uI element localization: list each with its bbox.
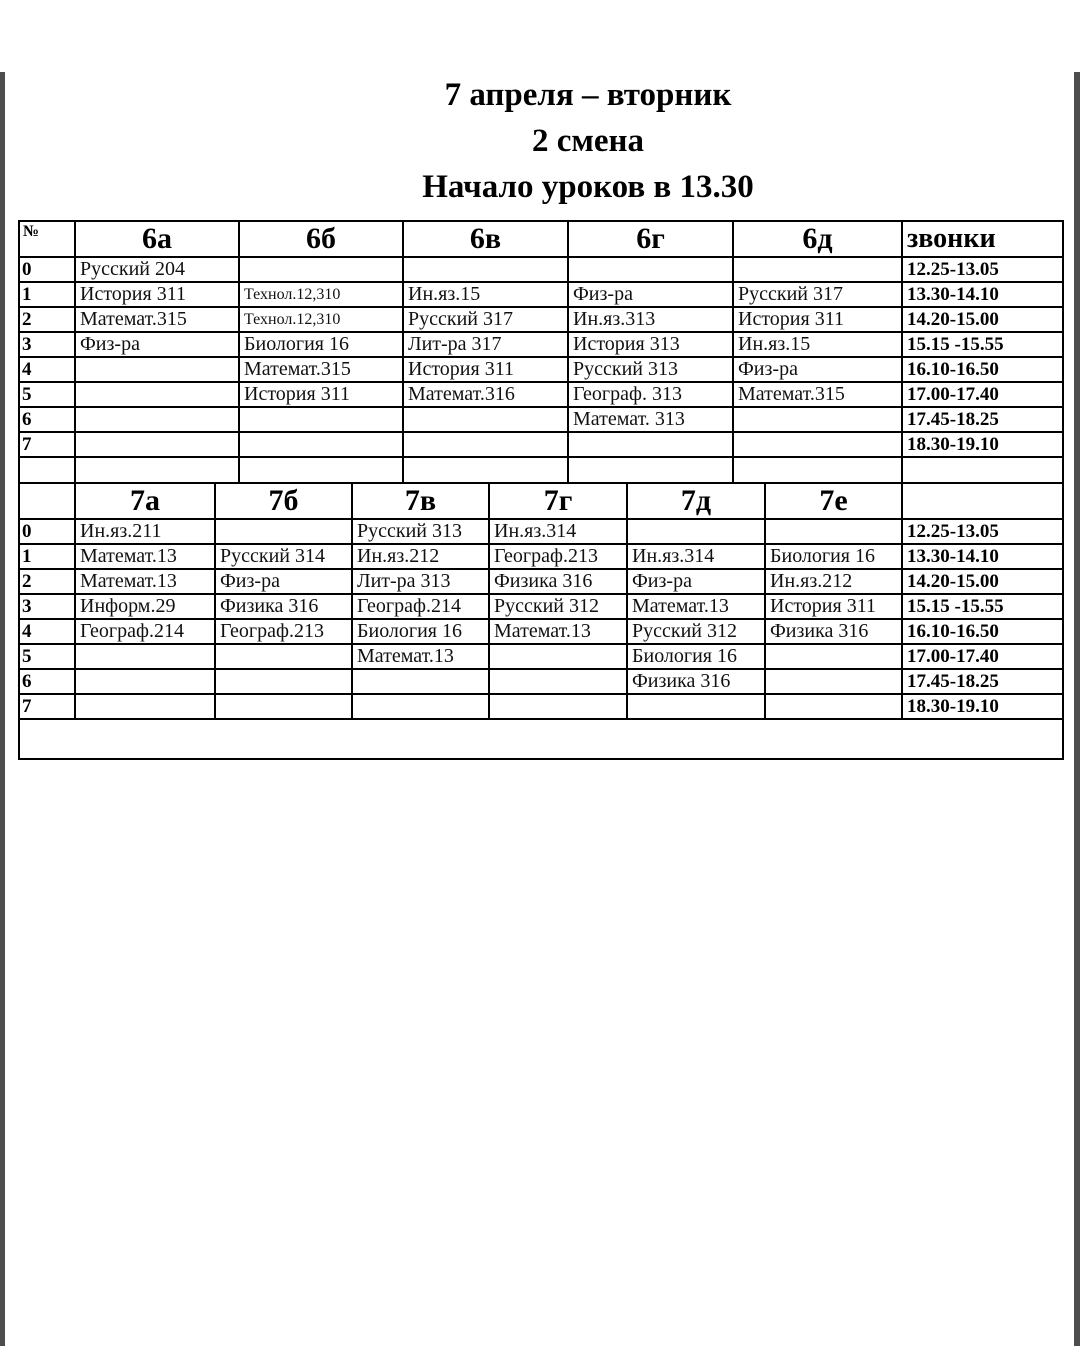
lesson-cell: Технол.12,310 [239,307,403,332]
lesson-cell [627,694,765,719]
row-number: 2 [19,307,75,332]
row-number: 7 [19,694,75,719]
lesson-cell: Математ.315 [733,382,902,407]
lesson-cell: Географ.213 [489,544,627,569]
timetable-grade-7 [18,482,1064,760]
lesson-cell [765,519,902,544]
lesson-cell: Русский 312 [627,619,765,644]
title-block [0,72,1080,210]
lesson-cell: История 311 [765,594,902,619]
lesson-cell [352,694,489,719]
bells-header [902,483,1063,519]
lesson-cell [403,407,568,432]
lesson-cell: Русский 314 [215,544,352,569]
lesson-cell: Русский 312 [489,594,627,619]
empty-cell [239,457,403,483]
lesson-cell [75,357,239,382]
lesson-cell [733,432,902,457]
lesson-cell: Математ.13 [489,619,627,644]
trailing-empty-row [19,719,1063,759]
lesson-cell: История 313 [568,332,733,357]
lesson-cell: Физика 316 [489,569,627,594]
lesson-cell: Географ. 313 [568,382,733,407]
lesson-row [19,694,1063,719]
lesson-cell: Биология 16 [352,619,489,644]
empty-cell [403,457,568,483]
lesson-row [19,669,1063,694]
lesson-cell: Математ. 313 [568,407,733,432]
row-number: 6 [19,669,75,694]
title-shift: 2 смена [531,123,645,159]
lesson-cell: Русский 317 [733,282,902,307]
lesson-row [19,544,1063,569]
lesson-cell: Биология 16 [765,544,902,569]
lesson-cell: Русский 317 [403,307,568,332]
header-row [19,221,1063,257]
bell-time: 18.30-19.10 [902,694,1063,719]
lesson-cell: История 311 [75,282,239,307]
lesson-row [19,594,1063,619]
lesson-cell: Лит-ра 317 [403,332,568,357]
class-header: 6а [75,221,239,257]
lesson-cell [568,257,733,282]
page-edge-right [1074,72,1080,1346]
row-number: 4 [19,357,75,382]
row-number: 0 [19,257,75,282]
empty-cell [75,457,239,483]
lesson-row [19,519,1063,544]
lesson-cell [75,644,215,669]
lesson-cell: Ин.яз.15 [403,282,568,307]
class-header: 7а [75,483,215,519]
row-number: 7 [19,432,75,457]
row-number: 5 [19,382,75,407]
bell-time: 15.15 -15.55 [902,594,1063,619]
lesson-cell: Ин.яз.314 [627,544,765,569]
lesson-row [19,307,1063,332]
bell-time: 18.30-19.10 [902,432,1063,457]
lesson-cell [765,669,902,694]
lesson-cell: Физ-ра [568,282,733,307]
class-header: 7д [627,483,765,519]
lesson-cell [239,407,403,432]
row-number: 0 [19,519,75,544]
lesson-cell [568,432,733,457]
lesson-cell: Ин.яз.15 [733,332,902,357]
lesson-cell [489,694,627,719]
number-column-header [19,483,75,519]
class-header: 7б [215,483,352,519]
lesson-cell: Ин.яз.314 [489,519,627,544]
row-number: 6 [19,407,75,432]
row-number: 3 [19,594,75,619]
lesson-cell [403,257,568,282]
lesson-cell: Физ-ра [215,569,352,594]
lesson-cell: Математ.13 [627,594,765,619]
lesson-cell [352,669,489,694]
lesson-cell [75,432,239,457]
lesson-row [19,432,1063,457]
lesson-cell: Математ.13 [352,644,489,669]
lesson-cell [75,694,215,719]
title-date: 7 апреля – вторник [444,77,732,113]
lesson-cell: Математ.315 [239,357,403,382]
lesson-row [19,619,1063,644]
class-header: 7е [765,483,902,519]
lesson-cell [215,644,352,669]
bell-time: 13.30-14.10 [902,544,1063,569]
header-row [19,483,1063,519]
lesson-cell: Математ.316 [403,382,568,407]
bells-header: звонки [902,221,1063,257]
bell-time: 17.00-17.40 [902,382,1063,407]
lesson-cell: Ин.яз.212 [352,544,489,569]
lesson-cell [75,407,239,432]
lesson-cell: Математ.13 [75,569,215,594]
bell-time: 12.25-13.05 [902,257,1063,282]
lesson-row [19,382,1063,407]
lesson-cell: Информ.29 [75,594,215,619]
class-header: 6д [733,221,902,257]
empty-cell [19,719,1063,759]
lesson-cell: Ин.яз.212 [765,569,902,594]
lesson-cell: Технол.12,310 [239,282,403,307]
lesson-cell: Ин.яз.313 [568,307,733,332]
lesson-cell [215,694,352,719]
class-header: 7г [489,483,627,519]
lesson-cell: Русский 313 [568,357,733,382]
empty-cell [902,457,1063,483]
lesson-cell: Биология 16 [239,332,403,357]
lesson-row [19,569,1063,594]
lesson-cell: Физика 316 [765,619,902,644]
bell-time: 16.10-16.50 [902,619,1063,644]
lesson-row [19,257,1063,282]
lesson-cell: Русский 313 [352,519,489,544]
lesson-cell [239,432,403,457]
page-edge-left [0,72,5,1346]
lesson-cell [75,669,215,694]
lesson-row [19,644,1063,669]
lesson-cell [75,382,239,407]
lesson-row [19,332,1063,357]
row-number: 1 [19,544,75,569]
class-header: 6б [239,221,403,257]
lesson-cell: Физ-ра [627,569,765,594]
timetable-grade-6 [18,220,1064,484]
bell-time: 12.25-13.05 [902,519,1063,544]
lesson-cell: Математ.315 [75,307,239,332]
lesson-cell [733,407,902,432]
bell-time: 16.10-16.50 [902,357,1063,382]
bell-time: 15.15 -15.55 [902,332,1063,357]
lesson-cell: История 311 [733,307,902,332]
lesson-cell [765,644,902,669]
lesson-cell: Географ.214 [75,619,215,644]
lesson-cell: История 311 [403,357,568,382]
lesson-cell: История 311 [239,382,403,407]
lesson-row [19,357,1063,382]
lesson-cell [765,694,902,719]
class-header: 6в [403,221,568,257]
empty-cell [733,457,902,483]
class-header: 6г [568,221,733,257]
lesson-cell: Физика 316 [215,594,352,619]
lesson-cell [489,644,627,669]
lesson-cell: Физика 316 [627,669,765,694]
lesson-cell: Русский 204 [75,257,239,282]
number-column-header: № [19,221,75,257]
empty-cell [19,457,75,483]
bell-time: 17.00-17.40 [902,644,1063,669]
trailing-empty-row [19,457,1063,483]
lesson-cell: Биология 16 [627,644,765,669]
row-number: 1 [19,282,75,307]
lesson-cell [239,257,403,282]
lesson-cell: Лит-ра 313 [352,569,489,594]
class-header: 7в [352,483,489,519]
lesson-row [19,282,1063,307]
row-number: 4 [19,619,75,644]
bell-time: 14.20-15.00 [902,307,1063,332]
bell-time: 17.45-18.25 [902,669,1063,694]
bell-time: 17.45-18.25 [902,407,1063,432]
lesson-cell [733,257,902,282]
lesson-cell [403,432,568,457]
lesson-cell: Ин.яз.211 [75,519,215,544]
lesson-cell: Физ-ра [733,357,902,382]
lesson-cell: Географ.214 [352,594,489,619]
lesson-cell: Физ-ра [75,332,239,357]
lesson-cell [215,669,352,694]
lesson-row [19,407,1063,432]
lesson-cell [489,669,627,694]
lesson-cell [215,519,352,544]
lesson-cell [627,519,765,544]
bell-time: 14.20-15.00 [902,569,1063,594]
timetables-container [18,220,1062,760]
empty-cell [568,457,733,483]
lesson-cell: Географ.213 [215,619,352,644]
row-number: 3 [19,332,75,357]
title-start-time: Начало уроков в 13.30 [422,169,754,205]
row-number: 5 [19,644,75,669]
bell-time: 13.30-14.10 [902,282,1063,307]
row-number: 2 [19,569,75,594]
lesson-cell: Математ.13 [75,544,215,569]
